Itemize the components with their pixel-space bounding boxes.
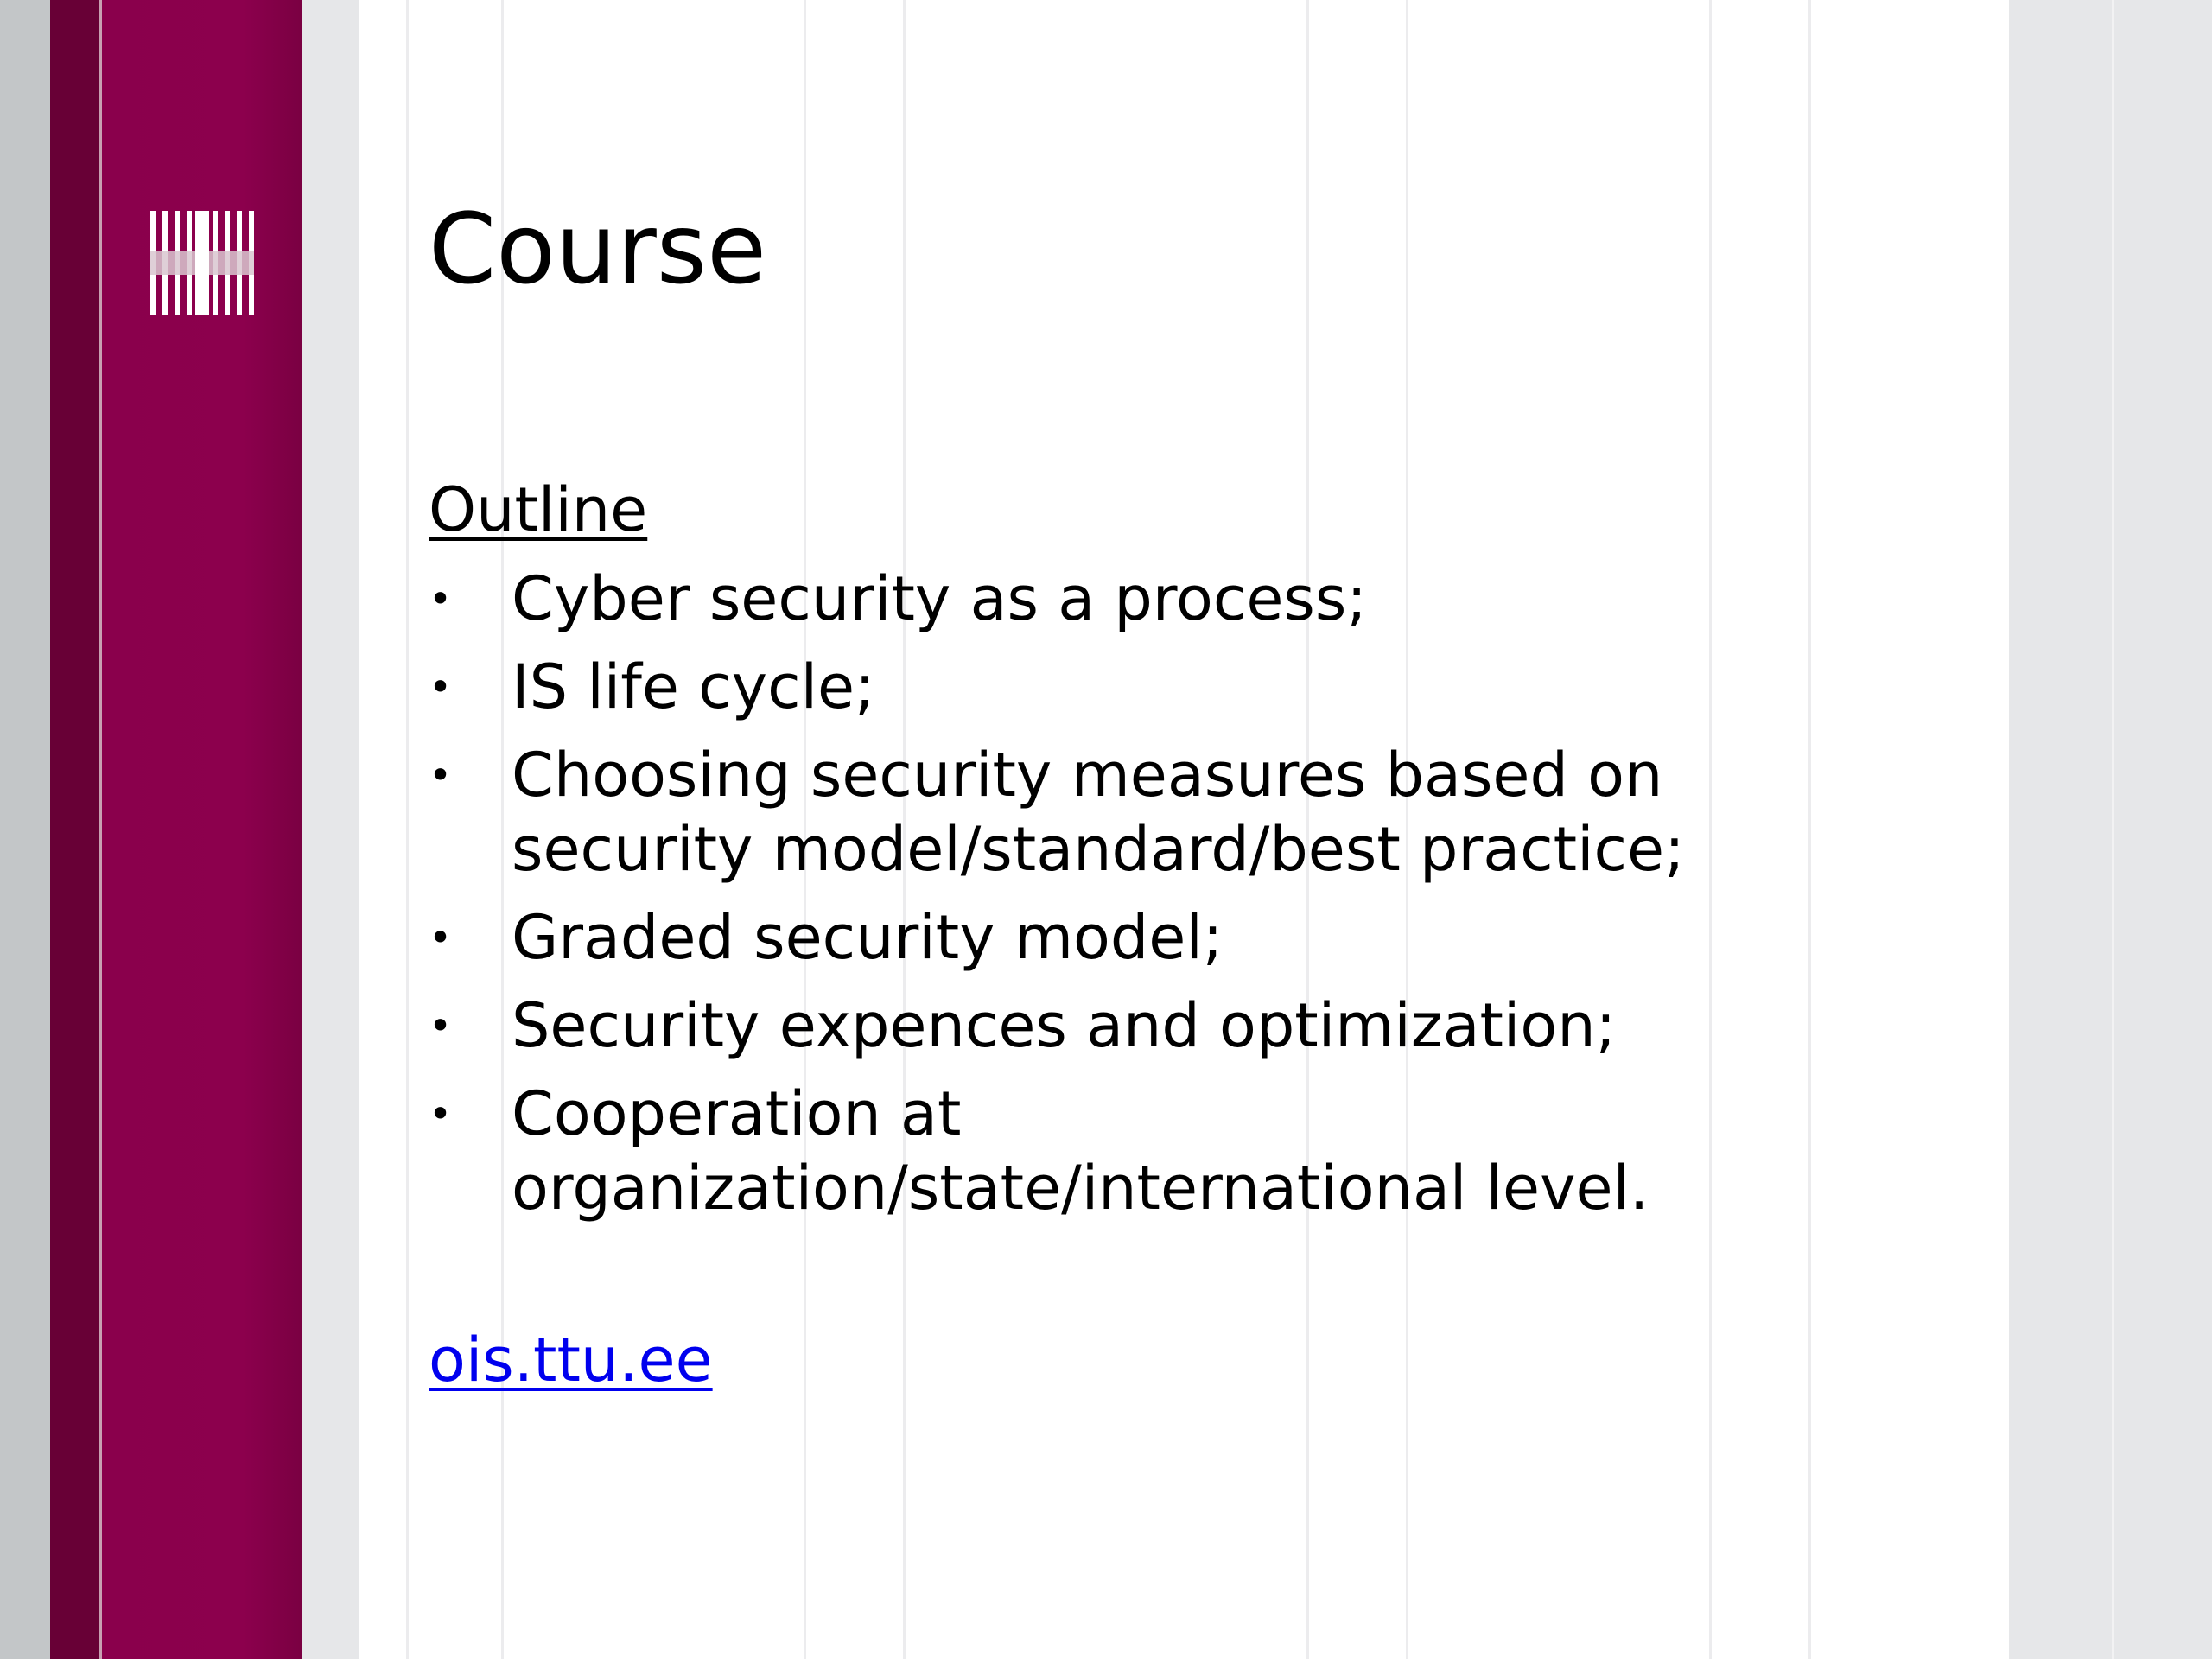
list-item-text: IS life cycle; — [512, 652, 875, 722]
list-item-text: Cyber security as a process; — [512, 563, 1367, 634]
list-item — [429, 1077, 1777, 1225]
list-item — [429, 988, 1777, 1063]
list-item — [429, 650, 1777, 724]
bullet-icon: • — [429, 575, 453, 622]
left-dark-band — [50, 0, 99, 1659]
outline-heading: Outline — [429, 474, 648, 545]
outline-list — [429, 562, 1777, 1239]
list-item-text: Graded security model; — [512, 902, 1224, 973]
list-item-text: Choosing security measures based on security model/standard/best practice; — [512, 740, 1685, 885]
list-item-text: Security expences and optimization; — [512, 990, 1617, 1061]
bullet-icon: • — [429, 914, 453, 961]
list-item — [429, 738, 1777, 887]
right-gray-band — [2009, 0, 2212, 1659]
list-item — [429, 900, 1777, 975]
list-item — [429, 562, 1777, 636]
university-logo-icon — [150, 211, 254, 315]
list-item-text: Cooperation at organization/state/international level. — [512, 1078, 1649, 1224]
bullet-icon: • — [429, 752, 453, 798]
right-band-line — [2112, 0, 2114, 1659]
slide-title: Course — [429, 194, 767, 306]
bullet-icon: • — [429, 664, 453, 710]
ois-link[interactable]: ois.ttu.ee — [429, 1325, 713, 1395]
left-gray-stripe — [302, 0, 359, 1659]
bullet-icon: • — [429, 1090, 453, 1137]
bullet-icon: • — [429, 1002, 453, 1049]
vertical-rule — [406, 0, 409, 1659]
left-edge-stripe — [0, 0, 50, 1659]
vertical-rule — [1808, 0, 1811, 1659]
